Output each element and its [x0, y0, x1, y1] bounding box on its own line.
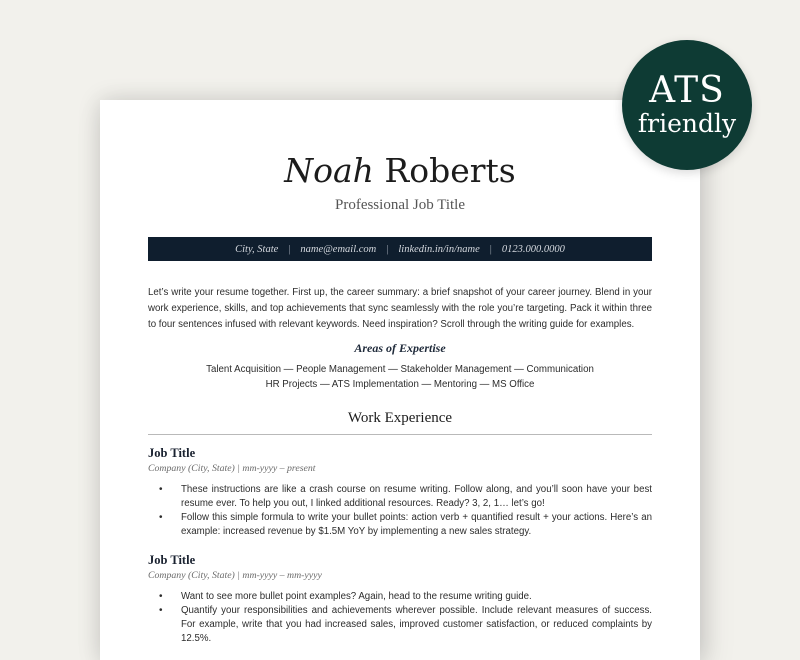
bullet-text: Want to see more bullet point examples? Again, head to the resume writing guide. [181, 591, 532, 602]
contact-linkedin: linkedin.in/in/name [398, 243, 480, 255]
contact-separator: | [288, 243, 291, 255]
bullet-icon: • [159, 484, 163, 495]
first-name: Noah [284, 151, 374, 190]
badge-line-1: ATS [649, 70, 725, 111]
resume-name [100, 150, 700, 192]
section-divider [148, 434, 652, 435]
work-experience-title: Work Experience [347, 410, 453, 426]
bullet-text: These instructions are like a crash course on resume writing. Follow along, and you’ll soon have your best resume ever. To help you out, I linked additional resources. Ready? 3, 2, 1… let’s go! [181, 484, 652, 509]
contact-email: name@email.com [300, 243, 377, 255]
bullet-text: Follow this simple formula to write your bullet points: action verb + quantified result + your actions. Here’s an example: increased revenue by $1.5M YoY by implementing a new sales strategy. [181, 512, 652, 537]
career-summary: Let’s write your resume together. First up, the career summary: a brief snapshot of your career journey. Blend in your work experience, skills, and top achievements that sync seamlessly with the role you’re targeting. Pack it within three to four sentences infused with relevant keywords. Need inspiration? Scroll through the writing guide for examples. [148, 287, 652, 330]
job-1-bullets [148, 483, 652, 539]
expertise-line-1: Talent Acquisition — People Management — Stakeholder Management — Communication [206, 364, 594, 375]
job-meta-2: Company (City, State) | mm-yyyy – mm-yyyy [148, 570, 322, 581]
badge-line-2: friendly [637, 109, 737, 138]
job-2-bullets [148, 590, 652, 646]
bullet-icon: • [159, 591, 163, 602]
job-title-2: Job Title [148, 553, 196, 567]
list-item [148, 483, 652, 511]
expertise-line-2: HR Projects — ATS Implementation — Mentoring — MS Office [265, 379, 535, 390]
job-title-1: Job Title [148, 446, 196, 460]
list-item [148, 511, 652, 539]
list-item [148, 604, 652, 646]
list-item [148, 590, 652, 604]
bullet-icon: • [159, 512, 163, 523]
contact-separator: | [386, 243, 389, 255]
contact-phone: 0123.000.0000 [501, 243, 565, 255]
bullet-icon: • [159, 605, 163, 616]
last-name: Roberts [384, 151, 516, 190]
areas-of-expertise-title: Areas of Expertise [354, 341, 446, 355]
job-meta-1: Company (City, State) | mm-yyyy – present [148, 463, 316, 474]
contact-bar [148, 237, 652, 261]
professional-job-title: Professional Job Title [334, 197, 466, 213]
contact-location: City, State [235, 243, 279, 255]
bullet-text: Quantify your responsibilities and achievements wherever possible. Include relevant measures of success. For example, write that you had increased sales, improved customer satisfaction, or reduced complaints by 12.5%. [181, 605, 652, 644]
contact-separator: | [489, 243, 492, 255]
